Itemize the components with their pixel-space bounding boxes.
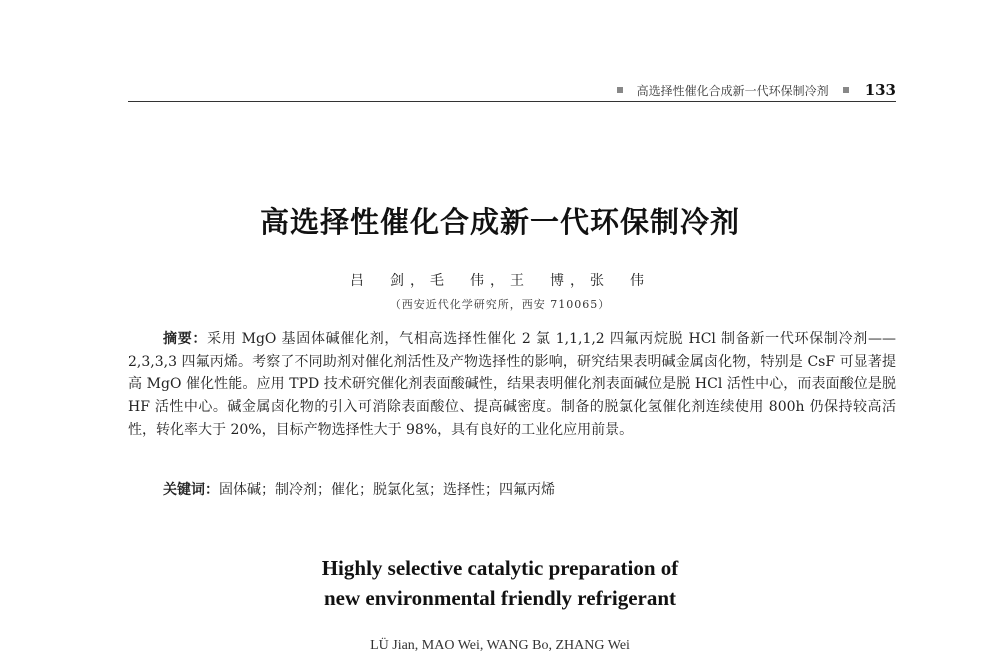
bullet-square-icon [843, 87, 849, 93]
header-rule [128, 101, 896, 102]
keywords-label: 关键词： [163, 482, 219, 498]
title-en-line-1: Highly selective catalytic preparation of [321, 556, 679, 580]
title-en-line-2: new environmental friendly refrigerant [323, 586, 677, 610]
keywords [128, 479, 896, 499]
authors-en: LÜ Jian, MAO Wei, WANG Bo, ZHANG Wei [370, 638, 630, 653]
paper-title-en [0, 553, 1000, 613]
paper-title-cn: 高选择性催化合成新一代环保制冷剂 [259, 205, 740, 239]
affiliation-cn: （西安近代化学研究所，西安 710065） [389, 298, 611, 311]
abstract [128, 328, 896, 442]
running-title: 高选择性催化合成新一代环保制冷剂 [636, 83, 829, 98]
running-header [100, 79, 896, 101]
abstract-label: 摘要： [163, 331, 208, 347]
keywords-text: 固体碱；制冷剂；催化；脱氯化氢；选择性；四氟丙烯 [219, 482, 555, 498]
page-number: 133 [864, 81, 896, 99]
authors-cn: 吕 剑，毛 伟，王 博，张 伟 [350, 273, 650, 289]
bullet-square-icon [617, 87, 623, 93]
abstract-text: 采用 MgO 基固体碱催化剂，气相高选择性催化 2 氯 1,1,1,2 四氟丙烷脱 HCl 制备新一代环保制冷剂——2,3,3,3 四氟丙烯。考察了不同助剂对催化剂活性及产物选择性的影响，研究结果表明碱金属卤化物，特别是 CsF 可显著提高 MgO 催化性能。应用 TPD 技术研究催化剂表面酸碱性，结果表明催化剂表面碱位是脱 HCl 活性中心，而表面酸位是脱 HF 活性中心。碱金属卤化物的引入可消除表面酸位、提高碱密度。制备的脱氯化氢催化剂连续使用 800h 仍保持较高活性，转化率大于 20%，目标产物选择性大于 98%，具有良好的工业化应用前景。 [128, 331, 896, 438]
